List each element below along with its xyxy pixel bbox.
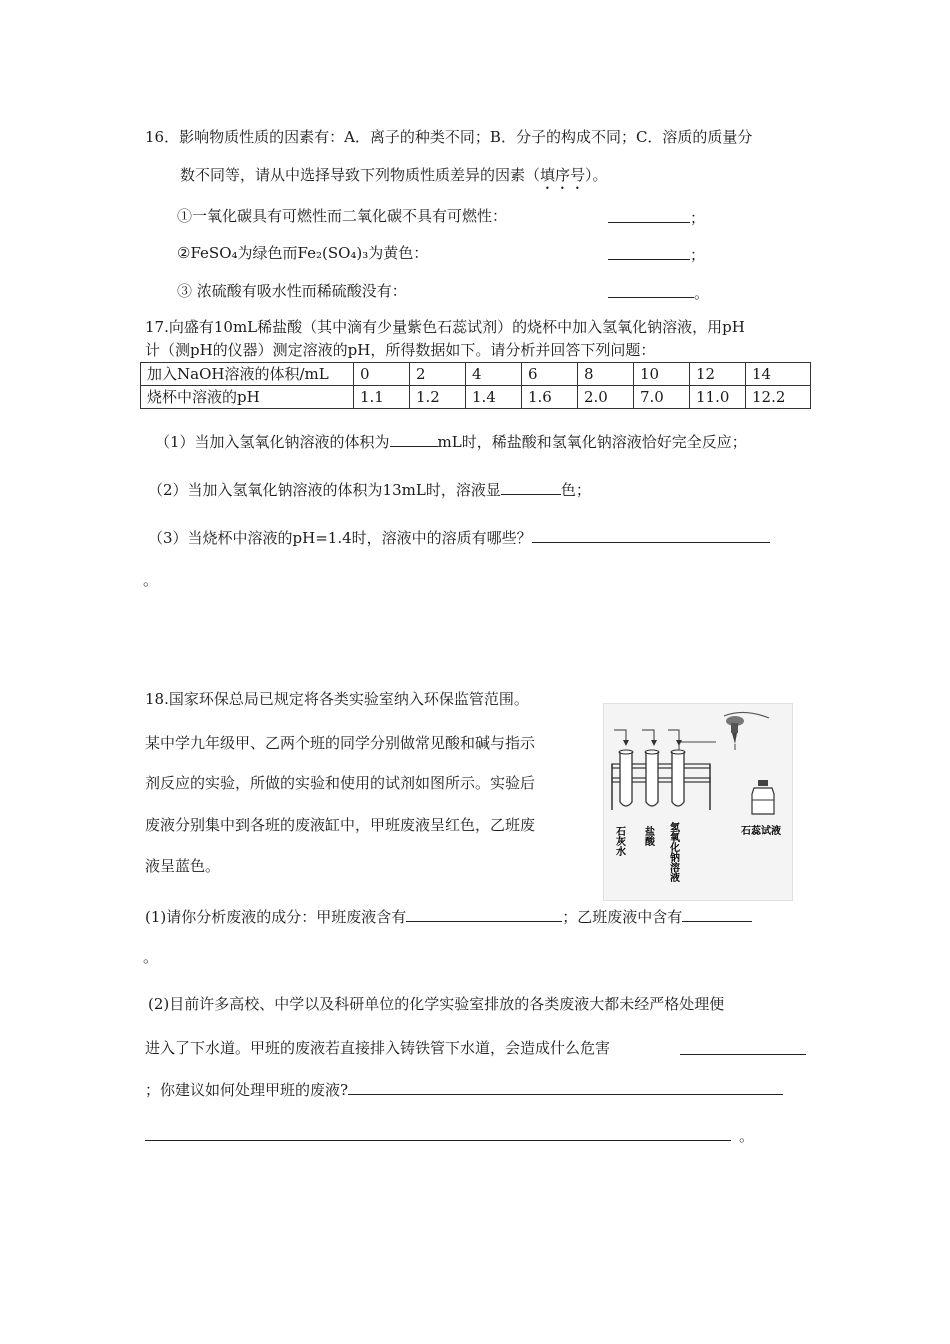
- table-row-header: 烧杯中溶液的pH: [141, 386, 354, 409]
- q16-item2-answer[interactable]: [608, 243, 705, 265]
- q18-line3: 剂反应的实验，所做的实验和使用的试剂如图所示。实验后: [145, 774, 536, 792]
- q18-sub2-line2-text: 进入了下水道。甲班的废液若直接排入铸铁管下水道，会造成什么危害: [145, 1039, 611, 1057]
- tube3-label: 氢氧化钠溶液: [667, 822, 679, 882]
- q18-sub2-treatment-blank2[interactable]: [145, 1124, 731, 1141]
- table-cell: 1.1: [354, 386, 410, 409]
- table-row: [141, 386, 811, 409]
- q16-item2-blank[interactable]: [608, 243, 690, 260]
- q18-sub1: [145, 905, 752, 927]
- arrow-icon: [614, 730, 682, 746]
- table-cell: 2: [410, 363, 466, 386]
- q16-stem-line2-post: ）。: [585, 166, 608, 184]
- q18-sub1-end: 。: [143, 948, 159, 966]
- q18-sub2-blank1[interactable]: [680, 1038, 806, 1060]
- q16-item1-answer[interactable]: [608, 206, 705, 228]
- q18-sub2-line4: [145, 1124, 754, 1146]
- experiment-figure: [603, 703, 793, 901]
- q16-stem-emphasis: 填序号: [540, 166, 586, 184]
- reagent-bottle-icon: [752, 780, 774, 814]
- table-cell: 0: [354, 363, 410, 386]
- table-cell: 7.0: [634, 386, 690, 409]
- table-cell: 1.2: [410, 386, 466, 409]
- q18-sub2-line1: (2)目前许多高校、中学以及科研单位的化学实验室排放的各类废液大都未经严格处理便: [148, 995, 725, 1013]
- q18-sub2-line2: [145, 1038, 610, 1058]
- q16-item3: ③ 浓硫酸有吸水性而稀硫酸没有：: [177, 282, 407, 300]
- q17-sub2: [148, 478, 591, 500]
- q17-sub1-post: mL时，稀盐酸和氢氧化钠溶液恰好完全反应；: [437, 433, 747, 451]
- q18-sub1-mid: ；乙班废液中含有: [562, 908, 683, 926]
- q18-sub2-hazard-blank[interactable]: [680, 1038, 806, 1055]
- q16-item2-end: ；: [690, 246, 706, 264]
- q18-line2: 某中学九年级甲、乙两个班的同学分别做常见酸和碱与指示: [145, 734, 536, 752]
- q18-line1: 18.国家环保总局已规定将各类实验室纳入环保监管范围。: [145, 690, 529, 708]
- tube2-label: 盐酸: [642, 826, 654, 846]
- q18-sub1-blank1[interactable]: [406, 905, 562, 922]
- q17-sub3-end: 。: [143, 571, 159, 589]
- dropper-icon: [724, 712, 769, 750]
- table-cell: 12.2: [746, 386, 811, 409]
- q16-item2: ②FeSO₄为绿色而Fe₂(SO₄)₃为黄色：: [177, 244, 429, 262]
- table-row-header: 加入NaOH溶液的体积/mL: [141, 363, 354, 386]
- tube1-label: 石灰水: [613, 826, 625, 856]
- q18-sub2-line3: [145, 1078, 783, 1100]
- q16-item1-blank[interactable]: [608, 206, 690, 223]
- q17-sub3: [148, 526, 770, 548]
- q18-line5: 液呈蓝色。: [145, 857, 221, 875]
- bottle-label: 石蕊试液: [741, 826, 781, 837]
- table-cell: 8: [578, 363, 634, 386]
- table-row: [141, 363, 811, 386]
- q16-stem-line2: [180, 165, 608, 193]
- table-cell: 2.0: [578, 386, 634, 409]
- q18-sub1-pre: (1)请你分析废液的成分：甲班废液含有: [145, 908, 407, 926]
- q16-stem-line1: 16．影响物质性质的因素有：A．离子的种类不同；B．分子的构成不同；C．溶质的质量分: [145, 128, 753, 146]
- table-cell: 6: [522, 363, 578, 386]
- q16-item3-blank[interactable]: [608, 281, 694, 298]
- ph-data-table: [140, 362, 811, 409]
- q16-item1: ①一氧化碳具有可燃性而二氧化碳不具有可燃性：: [177, 207, 508, 225]
- table-cell: 10: [634, 363, 690, 386]
- q18-sub2-treatment-blank[interactable]: [348, 1078, 783, 1095]
- q18-line4: 废液分别集中到各班的废液缸中，甲班废液呈红色，乙班废: [145, 816, 536, 834]
- table-cell: 1.4: [466, 386, 522, 409]
- q16-item3-end: 。: [694, 284, 710, 302]
- q17-sub2-pre: （2）当加入氢氧化钠溶液的体积为13mL时，溶液显: [148, 481, 501, 499]
- q16-item1-end: ；: [690, 209, 706, 227]
- q17-sub2-post: 色；: [560, 481, 591, 499]
- table-cell: 1.6: [522, 386, 578, 409]
- q17-sub1-blank[interactable]: [390, 430, 438, 447]
- q17-sub2-blank[interactable]: [501, 478, 561, 495]
- test-tube-rack-illustration: [604, 704, 792, 900]
- q17-sub3-blank[interactable]: [532, 526, 770, 543]
- q18-sub2-end: 。: [739, 1127, 755, 1145]
- q17-sub1: [155, 430, 747, 452]
- q17-stem-line2: 计（测pH的仪器）测定溶液的pH，所得数据如下。请分析并回答下列问题：: [145, 341, 656, 359]
- table-cell: 11.0: [690, 386, 746, 409]
- q17-sub1-pre: （1）当加入氢氧化钠溶液的体积为: [155, 433, 390, 451]
- q18-sub1-blank2[interactable]: [682, 905, 752, 922]
- q17-stem-line1: 17.向盛有10mL稀盐酸（其中滴有少量紫色石蕊试剂）的烧杯中加入氢氧化钠溶液，用pH: [145, 318, 745, 336]
- table-cell: 4: [466, 363, 522, 386]
- q16-stem-line2-pre: 数不同等，请从中选择导致下列物质性质差异的因素（: [180, 166, 541, 184]
- table-cell: 12: [690, 363, 746, 386]
- q16-item3-answer[interactable]: [608, 281, 709, 303]
- q17-sub3-text: （3）当烧杯中溶液的pH=1.4时，溶液中的溶质有哪些？: [148, 529, 532, 547]
- table-cell: 14: [746, 363, 811, 386]
- test-tube-icon: [619, 750, 685, 806]
- q18-sub2-line3-text: ；你建议如何处理甲班的废液?: [145, 1081, 349, 1099]
